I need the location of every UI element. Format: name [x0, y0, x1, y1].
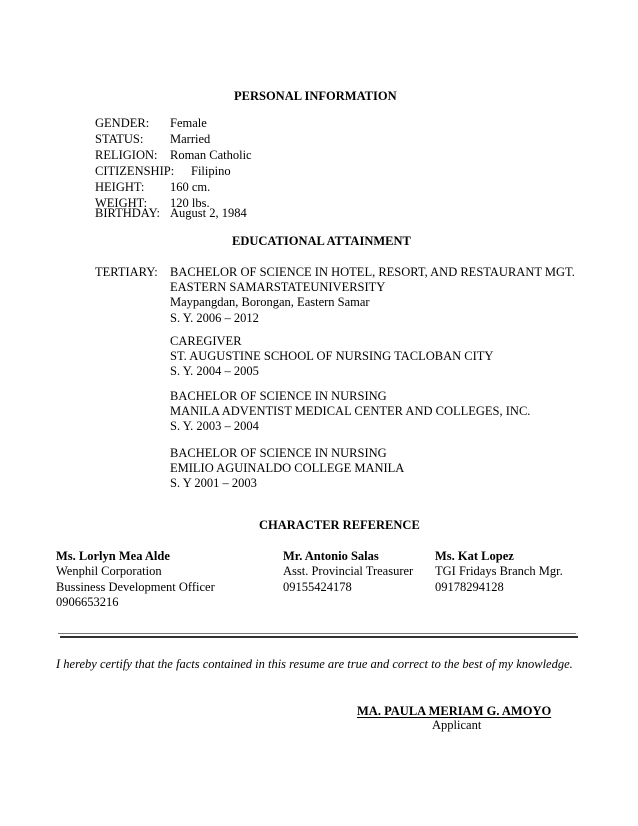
degree-line: CAREGIVER [170, 334, 242, 348]
applicant-name: MA. PAULA MERIAM G. AMOYO [357, 704, 552, 718]
reference-name: Ms. Lorlyn Mea Alde [56, 549, 170, 563]
divider-line [60, 636, 578, 638]
height-value: 160 cm. [170, 180, 211, 194]
degree-line: BACHELOR OF SCIENCE IN HOTEL, RESORT, AND RESTAURANT MGT. [170, 265, 575, 279]
birthday-label: BIRTHDAY: [95, 206, 161, 220]
weight-label: WEIGHT: [95, 196, 148, 210]
reference-name: Mr. Antonio Salas [283, 549, 379, 563]
address-line: Maypangdan, Borongan, Eastern Samar [170, 295, 370, 310]
school-line: ST. AUGUSTINE SCHOOL OF NURSING TACLOBAN CITY [170, 349, 494, 364]
school-line: EASTERN SAMARSTATEUNIVERSITY [170, 280, 386, 295]
school-line: EMILIO AGUINALDO COLLEGE MANILA [170, 461, 405, 476]
religion-value: Roman Catholic [170, 148, 252, 162]
status-label: STATUS: [95, 132, 144, 146]
school-line: MANILA ADVENTIST MEDICAL CENTER AND COLLEGES, INC. [170, 404, 531, 419]
education-entry [170, 389, 530, 435]
education-entry [170, 334, 493, 380]
degree-line: BACHELOR OF SCIENCE IN NURSING [170, 389, 387, 403]
reference-heading: CHARACTER REFERENCE [259, 518, 420, 532]
education-entry [170, 265, 575, 326]
degree-line: BACHELOR OF SCIENCE IN NURSING [170, 446, 387, 460]
reference-phone: 0906653216 [56, 595, 119, 610]
reference-company: Wenphil Corporation [56, 564, 162, 579]
gender-value: Female [170, 116, 207, 130]
reference-phone: 09155424178 [283, 579, 352, 594]
education-entry [170, 446, 404, 492]
school-year-line: S. Y 2001 – 2003 [170, 476, 257, 491]
religion-label: RELIGION: [95, 148, 158, 162]
birthday-value: August 2, 1984 [170, 206, 247, 220]
status-value: Married [170, 132, 211, 146]
applicant-role: Applicant [432, 718, 482, 732]
tertiary-label: TERTIARY: [95, 265, 158, 279]
citizenship-value: Filipino [191, 164, 231, 178]
divider-line [58, 633, 576, 634]
school-year-line: S. Y. 2004 – 2005 [170, 364, 259, 379]
weight-value: 120 lbs. [170, 196, 210, 210]
school-year-line: S. Y. 2003 – 2004 [170, 419, 259, 434]
reference-phone: 09178294128 [435, 579, 504, 594]
reference-card [283, 549, 413, 595]
education-heading: EDUCATIONAL ATTAINMENT [232, 234, 411, 248]
reference-company: TGI Fridays Branch Mgr. [435, 564, 563, 579]
reference-company: Asst. Provincial Treasurer [283, 564, 414, 579]
reference-name: Ms. Kat Lopez [435, 549, 514, 563]
gender-label: GENDER: [95, 116, 150, 130]
citizenship-label: CITIZENSHIP: [95, 164, 175, 178]
certification-statement: I hereby certify that the facts contained in this resume are true and correct to the best of my knowledge. [56, 657, 573, 671]
school-year-line: S. Y. 2006 – 2012 [170, 310, 259, 325]
reference-card [56, 549, 215, 611]
height-label: HEIGHT: [95, 180, 145, 194]
reference-card [435, 549, 563, 595]
reference-title: Bussiness Development Officer [56, 579, 215, 594]
personal-info-heading: PERSONAL INFORMATION [234, 89, 397, 103]
